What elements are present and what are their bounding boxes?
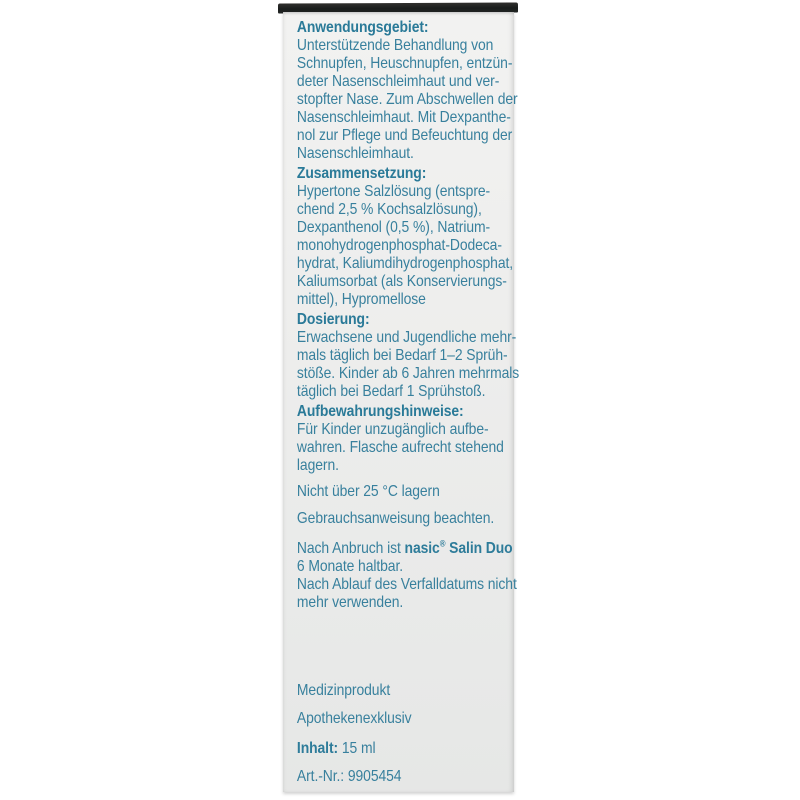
text-line: deter Nasenschleimhaut und ver- [296,73,500,90]
text-line: stöße. Kinder ab 6 Jahren mehrmals [296,365,520,382]
text-line: Kaliumsorbat (als Konservierungs- [296,273,507,290]
section-aufbewahrungshinweise [297,403,508,475]
shelf-life-note [296,538,517,612]
text-line: mals täglich bei Bedarf 1–2 Sprüh- [296,347,508,364]
product-class: Medizinprodukt [296,682,391,699]
package-side-panel [283,3,520,792]
registered-trademark-symbol: ® [439,538,446,549]
text-line: täglich bei Bedarf 1 Sprühstoß. [296,383,486,400]
storage-temperature-note: Nicht über 25 °C lagern [296,483,440,500]
text-line: stopfter Nase. Zum Abschwellen der [296,91,518,108]
text-line: Nach Ablauf des Verfalldatums nicht [296,576,517,593]
text-line: Unterstützende Behandlung von [296,37,494,54]
text-line: Nasenschleimhaut. [296,145,414,162]
text-line: Hypertone Salzlösung (entspre- [296,183,491,200]
article-number: Art.-Nr.: 9905454 [296,768,402,785]
section-heading: Zusammensetzung: [296,165,427,182]
section-anwendungsgebiet [296,19,518,163]
shelf-life-prefix: Nach Anbruch ist [296,540,405,557]
package-face [283,12,520,792]
text-line: mittel), Hypromellose [296,291,426,308]
text-line: mehr verwenden. [296,594,404,611]
text-line: Schnupfen, Heuschnupfen, entzün- [296,55,513,72]
text-line: Dexpanthenol (0,5 %), Natrium- [296,219,491,236]
text-line: 6 Monate haltbar. [296,558,404,575]
text-line: lagern. [296,457,339,474]
text-line: nol zur Pflege und Befeuchtung der [296,127,513,144]
section-dosierung [296,311,520,401]
text-line: hydrat, Kaliumdihydrogenphosphat, [296,255,514,272]
text-line: Erwachsene und Jugendliche mehr- [296,329,517,346]
section-zusammensetzung [296,165,514,309]
section-heading: Anwendungsgebiet: [296,19,429,36]
shelf-life-line [296,538,513,558]
section-heading: Dosierung: [296,311,370,328]
content-label: Inhalt: [296,740,339,757]
section-heading: Aufbewahrungshinweise: [296,403,464,420]
text-line: monohydrogenphosphat-Dodeca- [296,237,502,254]
text-line: Für Kinder unzugänglich aufbe- [296,421,489,438]
usage-instructions-note: Gebrauchsanweisung beachten. [296,510,495,527]
text-line: chend 2,5 % Kochsalzlösung), [296,201,482,218]
text-line: wahren. Flasche aufrecht stehend [296,439,504,456]
brand-name: nasic® Salin Duo [404,538,513,557]
content-value: 15 ml [338,740,376,757]
distribution-note: Apothekenexklusiv [296,710,412,727]
text-line: Nasenschleimhaut. Mit Dexpanthe- [296,109,511,126]
label-text-column [283,12,520,786]
content-volume [297,740,508,758]
